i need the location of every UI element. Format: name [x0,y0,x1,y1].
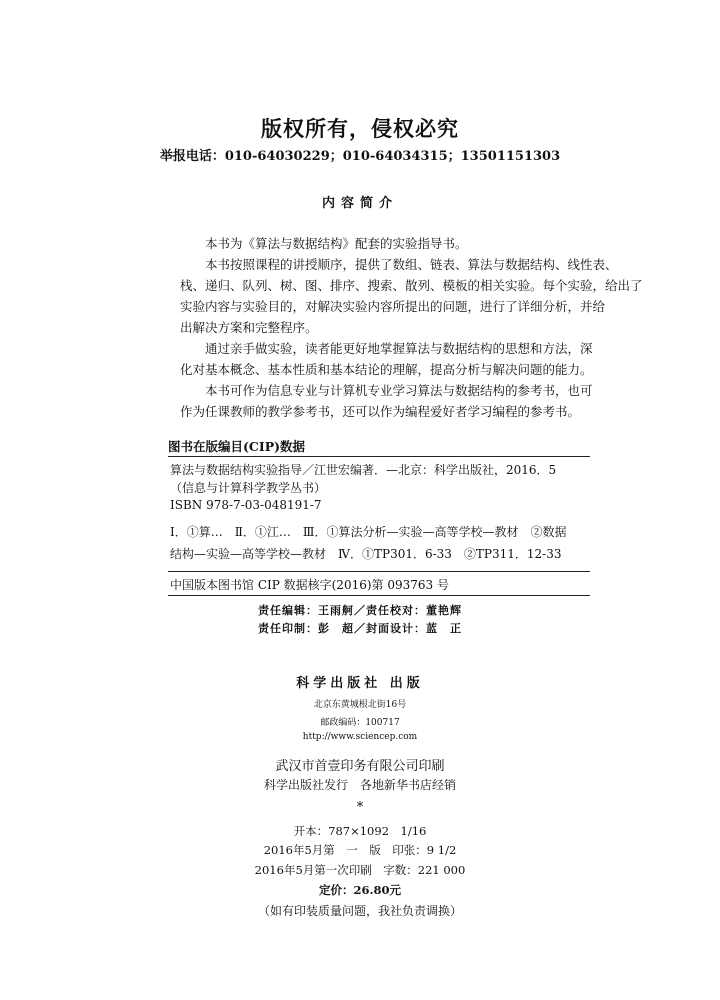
summary-line: 化对基本概念、基本性质和基本结论的理解，提高分析与解决问题的能力。 [180,362,593,377]
cip-line-classification-cont: 结构—实验—高等学校—教材 Ⅳ．①TP301．6-33 ②TP311．12-33 [170,547,562,561]
cip-heading: 图书在版编目(CIP)数据 [168,439,306,454]
cip-line-isbn: ISBN 978-7-03-048191-7 [170,498,322,512]
summary-line: 本书按照课程的讲授顺序，提供了数组、链表、算法与数据结构、线性表、 [205,257,618,272]
cip-line-classification: Ⅰ．①算… Ⅱ．①江… Ⅲ．①算法分析—实验—高等学校—教材 ②数据 [170,525,567,539]
summary-line: 出解决方案和完整程序。 [180,320,318,335]
summary-line: 本书可作为信息专业与计算机专业学习算法与数据结构的参考书，也可 [205,383,593,398]
summary-line: 通过亲手做实验，读者能更好地掌握算法与数据结构的思想和方法，深 [205,341,593,356]
summary-line: 作为任课教师的教学参考书，还可以作为编程爱好者学习编程的参考书。 [180,404,581,419]
cip-divider-middle [168,571,590,572]
publisher-name: 科学出版社 出版 [296,676,424,691]
printer-name: 武汉市首壹印务有限公司印刷 [275,759,445,774]
summary-paragraph-4 [180,380,593,422]
cip-line-series: （信息与计算科学教学丛书） [170,481,327,495]
editor-credits: 责任编辑：王雨舸／责任校对：董艳辉 [258,604,462,617]
summary-line: 本书为《算法与数据结构》配套的实验指导书。 [205,236,468,251]
cip-divider-top [168,456,590,457]
book-price: 定价：26.80元 [318,883,401,897]
book-format: 开本：787×1092 1/16 [293,824,427,838]
summary-line: 实验内容与实验目的，对解决实验内容所提出的问题，进行了详细分析，并给 [180,299,606,314]
printing-info: 2016年5月第一次印刷 字数：221 000 [254,863,466,877]
edition-info: 2016年5月第 一 版 印张：9 1/2 [263,843,457,857]
separator-star: * [356,800,364,815]
summary-paragraph-3 [180,338,593,380]
publisher-postcode: 邮政编码：100717 [320,718,400,728]
report-hotline: 举报电话：010-64030229；010-64034315；13501151303 [159,149,561,164]
copyright-title: 版权所有，侵权必究 [261,116,459,141]
summary-paragraph-1 [180,233,590,254]
summary-line: 栈、递归、队列、树、图、排序、搜索、散列、模板的相关实验。每个实验，给出了 [180,278,643,293]
publisher-address: 北京东黄城根北街16号 [313,700,407,710]
summary-paragraph-2 [180,254,643,338]
distribution-info: 科学出版社发行 各地新华书店经销 [263,778,456,792]
cip-divider-bottom [168,595,590,596]
publisher-website: http://www.sciencep.com [302,732,418,742]
production-credits: 责任印制：彭 超／封面设计：蓝 正 [258,622,462,635]
cip-line-record-number: 中国版本图书馆 CIP 数据核字(2016)第 093763 号 [170,578,449,592]
cip-line-title: 算法与数据结构实验指导／江世宏编著．—北京：科学出版社，2016．5 [170,463,557,477]
summary-heading: 内容简介 [321,196,398,211]
quality-notice: （如有印装质量问题，我社负责调换） [257,904,462,918]
